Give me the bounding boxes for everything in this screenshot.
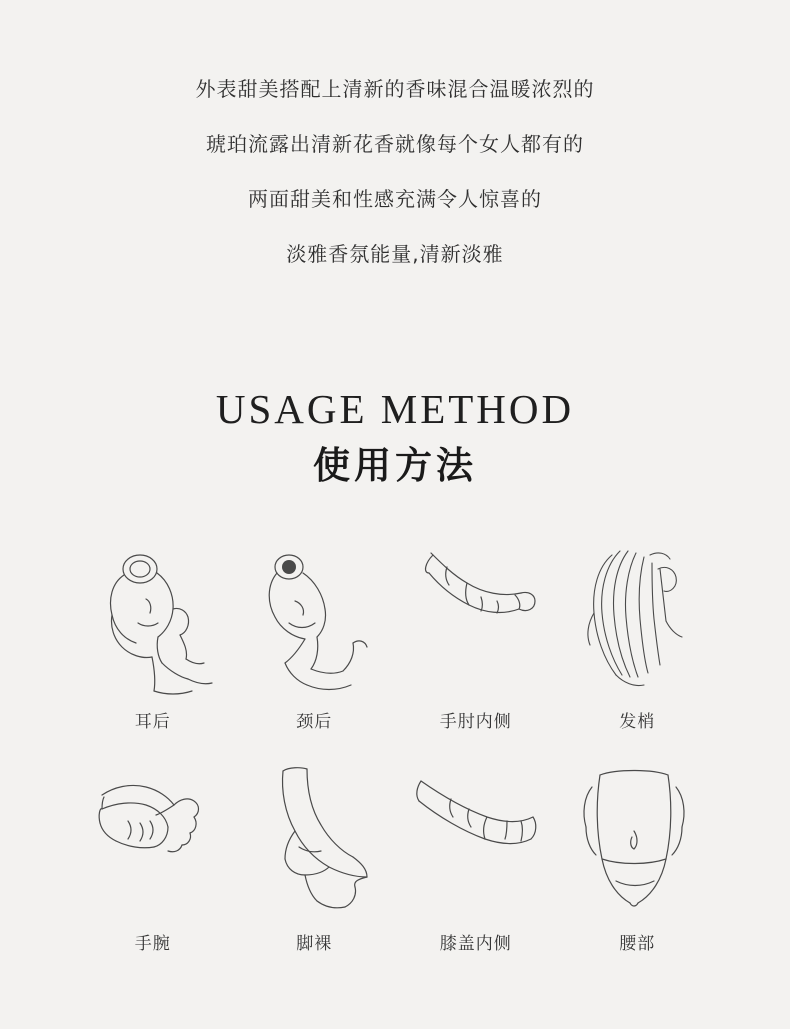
usage-spot-label: 脚裸 [296, 934, 333, 955]
behind-neck-icon [239, 536, 389, 701]
usage-spot-label: 发梢 [619, 712, 656, 733]
section-title-english: USAGE METHOD [215, 386, 575, 432]
section-heading [0, 387, 790, 488]
intro-line-2: 琥珀流露出清新花香就像每个女人都有的 [206, 132, 584, 156]
ankle-heel-icon [239, 758, 389, 923]
intro-line-4: 淡雅香氛能量,清新淡雅 [286, 242, 504, 266]
wrist-icon [78, 758, 228, 923]
usage-spot-label: 手肘内侧 [439, 712, 512, 733]
usage-spot-item [72, 758, 234, 980]
usage-spot-item [234, 758, 396, 980]
section-title-chinese: 使用方法 [313, 444, 477, 488]
usage-spot-item [234, 536, 396, 758]
usage-spot-label: 腰部 [619, 934, 656, 955]
usage-spot-item [395, 758, 557, 980]
behind-ear-icon [78, 536, 228, 701]
usage-spot-item [72, 536, 234, 758]
usage-spot-item [395, 536, 557, 758]
waist-icon [562, 758, 712, 923]
usage-spot-label: 膝盖内侧 [439, 934, 512, 955]
intro-line-1: 外表甜美搭配上清新的香味混合温暖浓烈的 [195, 77, 595, 101]
intro-paragraph [0, 0, 790, 282]
hair-ends-icon [562, 536, 712, 701]
usage-spot-label: 颈后 [296, 712, 333, 733]
usage-spot-label: 手腕 [134, 934, 171, 955]
usage-spot-item [557, 758, 719, 980]
intro-line-3: 两面甜美和性感充满令人惊喜的 [248, 187, 542, 211]
usage-spot-item [557, 536, 719, 758]
usage-spots-grid [0, 536, 790, 980]
inner-elbow-icon [401, 536, 551, 701]
inner-knee-icon [401, 758, 551, 923]
usage-spot-label: 耳后 [134, 712, 171, 733]
